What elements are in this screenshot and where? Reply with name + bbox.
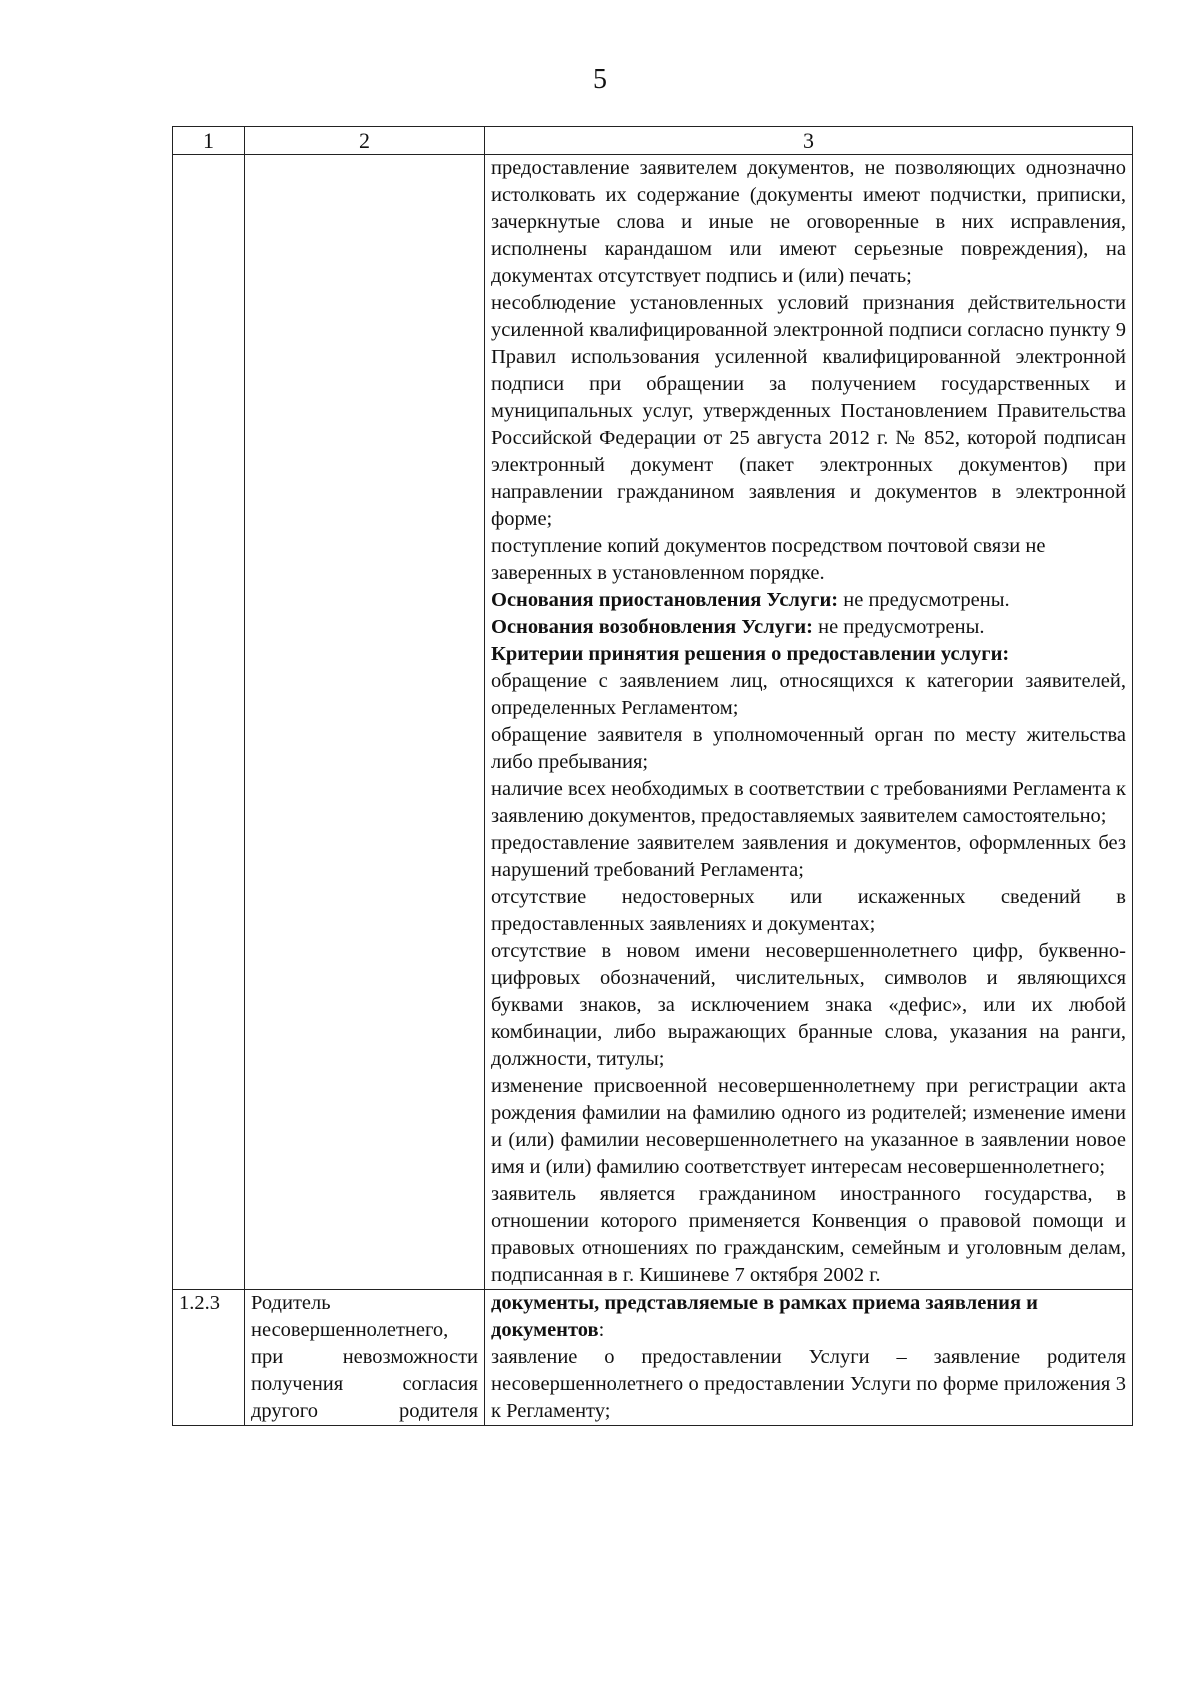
row-content-cell: [485, 1290, 1133, 1426]
row-content-cell: [485, 155, 1133, 1290]
criteria-item: заявитель является гражданином иностранного государства, в отношении которого применяется Конвенция о правовой помощи и правовых отношениях по гражданским, семейным и уголовным делам, подписанная в г. Кишиневе 7 октября 2002 г.: [491, 1183, 1126, 1286]
page-number: 5: [593, 64, 607, 95]
row-number-cell: 1.2.3: [173, 1290, 245, 1426]
column-header-1: 1: [173, 127, 245, 155]
criteria-item: отсутствие недостоверных или искаженных сведений в предоставленных заявлениях и документах;: [491, 886, 1126, 935]
column-header-3: 3: [485, 127, 1133, 155]
suspension-value: не предусмотрены.: [838, 589, 1010, 611]
criteria-item: наличие всех необходимых в соответствии с требованиями Регламента к заявлению документов, предоставляемых заявителем самостоятельно;: [491, 778, 1126, 827]
column-header-2: 2: [245, 127, 485, 155]
refusal-ground-paragraph: предоставление заявителем документов, не позволяющих однозначно истолковать их содержание (документы имеют подчистки, приписки, зачеркнутые слова и иные не оговоренные в них исправления, исполнены карандашом или имеют серьезные повреждения), на документах отсутствует подпись и (или) печать;: [491, 157, 1126, 287]
table-row: [173, 1290, 1133, 1426]
criteria-item: изменение присвоенной несовершеннолетнему при регистрации акта рождения фамилии на фамилию одного из родителей; изменение имени и (или) фамилии несовершеннолетнего на указанное в заявлении новое имя и (или) фамилию соответствует интересам несовершеннолетнего;: [491, 1075, 1126, 1178]
row-description-cell: [245, 155, 485, 1290]
documents-heading: [491, 1290, 1126, 1344]
table-row: [173, 155, 1133, 1290]
resumption-label: Основания возобновления Услуги:: [491, 616, 813, 638]
suspension-label: Основания приостановления Услуги:: [491, 589, 839, 611]
documents-colon: :: [598, 1319, 605, 1341]
resumption-value: не предусмотрены.: [812, 616, 985, 638]
criteria-heading: Критерии принятия решения о предоставлении услуги:: [491, 643, 1010, 665]
row-number-cell: [173, 155, 245, 1290]
documents-item: заявление о предоставлении Услуги – заявление родителя несовершеннолетнего о предоставлении Услуги по форме приложения 3 к Регламенту;: [491, 1346, 1126, 1422]
criteria-item: предоставление заявителем заявления и документов, оформленных без нарушений требований Регламента;: [491, 832, 1126, 881]
resumption-grounds: [491, 614, 1126, 641]
documents-label: документы, представляемые в рамках приема заявления и документов: [491, 1292, 1038, 1341]
suspension-grounds: [491, 587, 1126, 614]
criteria-item: обращение с заявлением лиц, относящихся к категории заявителей, определенных Регламентом;: [491, 670, 1126, 719]
criteria-item: обращение заявителя в уполномоченный орган по месту жительства либо пребывания;: [491, 724, 1126, 773]
refusal-ground-paragraph: несоблюдение установленных условий признания действительности усиленной квалифицированной электронной подписи согласно пункту 9 Правил использования усиленной квалифицированной электронной подписи при обращении за получением государственных и муниципальных услуг, утвержденных Постановлением Правительства Российской Федерации от 25 августа 2012 г. № 852, которой подписан электронный документ (пакет электронных документов) при направлении гражданином заявления и документов в электронной форме;: [491, 292, 1126, 530]
table-header-row: [173, 127, 1133, 155]
criteria-item: отсутствие в новом имени несовершеннолетнего цифр, буквенно-цифровых обозначений, числительных, символов и являющихся буквами знаков, за исключением знака «дефис», или их любой комбинации, либо выражающих бранные слова, указания на ранги, должности, титулы;: [491, 940, 1126, 1070]
refusal-ground-paragraph: поступление копий документов посредством почтовой связи не заверенных в установленном порядке.: [491, 535, 1046, 584]
row-description-cell: Родитель несовершеннолетнего, при невозможности получения согласия другого родителя: [245, 1290, 485, 1426]
document-table: [172, 126, 1133, 1426]
